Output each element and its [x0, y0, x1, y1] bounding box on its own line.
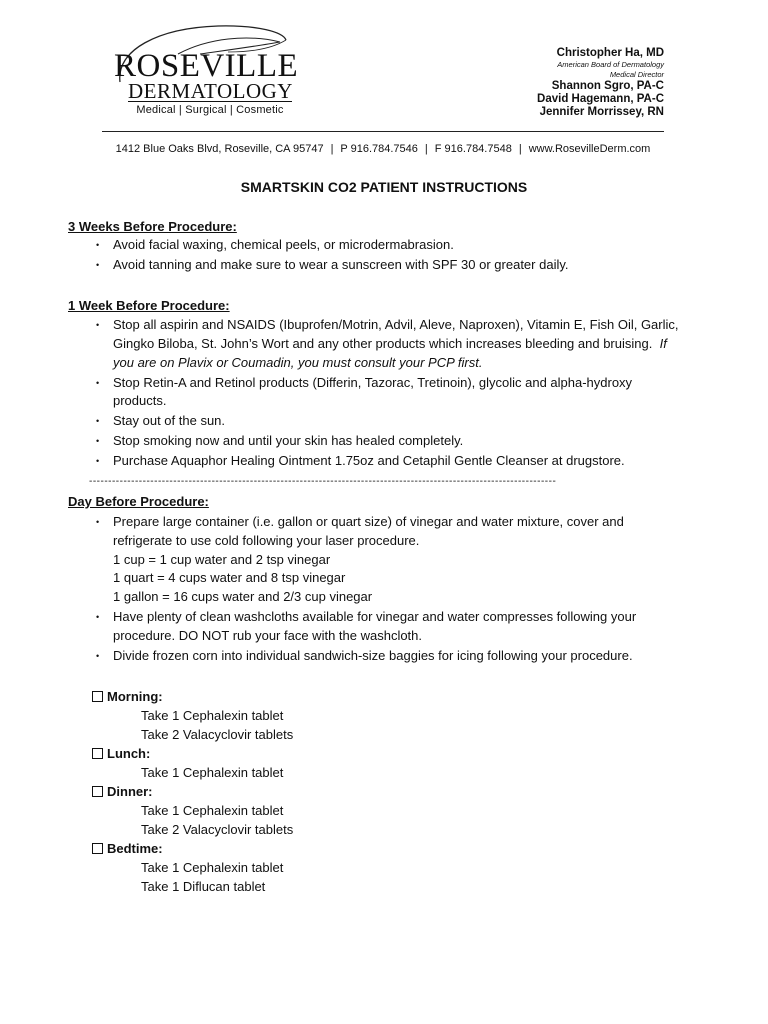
- schedule-bedtime: Bedtime:: [92, 839, 492, 858]
- section-heading-day-before: Day Before Procedure:: [68, 494, 209, 509]
- logo-tagline: Medical | Surgical | Cosmetic: [136, 104, 284, 116]
- schedule-item: Take 2 Valacyclovir tablets: [141, 727, 294, 742]
- staff-name: David Hagemann, PA-C: [537, 93, 664, 105]
- checkbox-icon[interactable]: [92, 748, 103, 759]
- staff-name: Christopher Ha, MD: [556, 47, 664, 59]
- section-heading-1-week: 1 Week Before Procedure:: [68, 298, 230, 313]
- bullet-icon: •: [96, 650, 100, 661]
- logo-name: ROSEVILLE: [114, 48, 299, 84]
- bullet-icon: •: [96, 320, 100, 330]
- section-heading-3-weeks: 3 Weeks Before Procedure:: [68, 219, 237, 234]
- medication-schedule: [92, 687, 492, 896]
- bullet-icon: •: [96, 377, 100, 388]
- bullet-icon: •: [96, 436, 100, 447]
- contact-line: [102, 142, 664, 156]
- logo-subtitle: DERMATOLOGY: [128, 79, 293, 103]
- staff-name: Jennifer Morrissey, RN: [539, 106, 664, 118]
- staff-note: American Board of Dermatology: [557, 60, 664, 69]
- staff-note: Medical Director: [609, 70, 664, 79]
- schedule-item: Take 1 Cephalexin tablet: [141, 803, 284, 818]
- list-item: • Prepare large container (i.e. gallon or quart size) of vinegar and water mixture, cover and refrigerate to use cold following your laser procedure. 1 cup = 1 cup water and 2 tsp vinegar 1 quart = 4 cups water and 8 tsp vinegar 1 gallon = 16 cups water and 2/3 cup vinegar: [95, 513, 685, 607]
- contact-separator: |: [424, 143, 428, 155]
- contact-separator: |: [330, 143, 334, 155]
- list-item: • Stop Retin-A and Retinol products (Differin, Tazorac, Tretinoin), glycolic and alpha-hydroxy products.: [96, 374, 633, 409]
- bullet-icon: •: [96, 240, 100, 250]
- consult-note: If you are on Plavix or Coumadin, you must consult your PCP first.: [113, 335, 667, 370]
- list-item: • Avoid tanning and make sure to wear a sunscreen with SPF 30 or greater daily.: [95, 256, 685, 275]
- bullet-icon: •: [96, 517, 100, 527]
- list-item: • Have plenty of clean washcloths available for vinegar and water compresses following your procedure. DO NOT rub your face with the washcloth.: [96, 609, 637, 643]
- document-title: SMARTSKIN CO2 PATIENT INSTRUCTIONS: [240, 179, 528, 195]
- contact-separator: |: [518, 143, 522, 155]
- staff-name: Shannon Sgro, PA-C: [551, 80, 664, 92]
- checkbox-icon[interactable]: [92, 843, 103, 854]
- schedule-lunch: Lunch:: [92, 744, 492, 763]
- bullet-icon: •: [96, 259, 100, 270]
- staff-list: [537, 47, 664, 119]
- ratio-line: 1 cup = 1 cup water and 2 tsp vinegar: [113, 551, 331, 567]
- schedule-dinner: Dinner:: [92, 782, 492, 801]
- schedule-item: Take 1 Cephalexin tablet: [141, 860, 284, 875]
- contact-address: 1412 Blue Oaks Blvd, Roseville, CA 95747: [115, 143, 324, 155]
- bullet-icon: •: [96, 416, 100, 427]
- list-item: • Avoid facial waxing, chemical peels, or microdermabrasion.: [95, 236, 685, 255]
- header-rule: [102, 131, 664, 132]
- dashed-divider: --------------------------------------------------------------------------------------------------------------------------: [89, 476, 557, 487]
- schedule-item: Take 1 Cephalexin tablet: [141, 708, 284, 723]
- list-day-before: [95, 513, 685, 667]
- schedule-item: Take 1 Cephalexin tablet: [141, 765, 284, 780]
- list-item: • Divide frozen corn into individual sandwich-size baggies for icing following your procedure.: [95, 647, 685, 666]
- ratio-line: 1 gallon = 16 cups water and 2/3 cup vinegar: [113, 589, 373, 605]
- checkbox-icon[interactable]: [92, 691, 103, 702]
- contact-fax: F 916.784.7548: [434, 143, 512, 155]
- contact-phone: P 916.784.7546: [340, 143, 418, 155]
- checkbox-icon[interactable]: [92, 786, 103, 797]
- clinic-logo: [108, 20, 298, 120]
- schedule-morning: Morning:: [92, 687, 492, 706]
- list-item: • Stay out of the sun.: [95, 412, 685, 431]
- list-item: • Stop smoking now and until your skin has healed completely.: [95, 432, 685, 451]
- schedule-item: Take 1 Diflucan tablet: [141, 879, 266, 894]
- list-1-week: [95, 316, 685, 472]
- contact-website[interactable]: www.RosevilleDerm.com: [528, 143, 651, 155]
- schedule-item: Take 2 Valacyclovir tablets: [141, 822, 294, 837]
- bullet-icon: •: [96, 456, 100, 467]
- list-item: • Purchase Aquaphor Healing Ointment 1.75oz and Cetaphil Gentle Cleanser at drugstore.: [95, 452, 685, 471]
- ratio-line: 1 quart = 4 cups water and 8 tsp vinegar: [113, 570, 346, 586]
- logo-divider: [128, 101, 292, 102]
- list-item: • Stop all aspirin and NSAIDS (Ibuprofen/Motrin, Advil, Aleve, Naproxen), Vitamin E, Fish Oil, Garlic, Gingko Biloba, St. John’s Wort and any other products which increases bleeding and bruising. If you are on Plavix or Coumadin, you must consult your PCP first.: [96, 317, 679, 370]
- bullet-icon: •: [96, 612, 100, 623]
- list-3-weeks: [95, 236, 685, 276]
